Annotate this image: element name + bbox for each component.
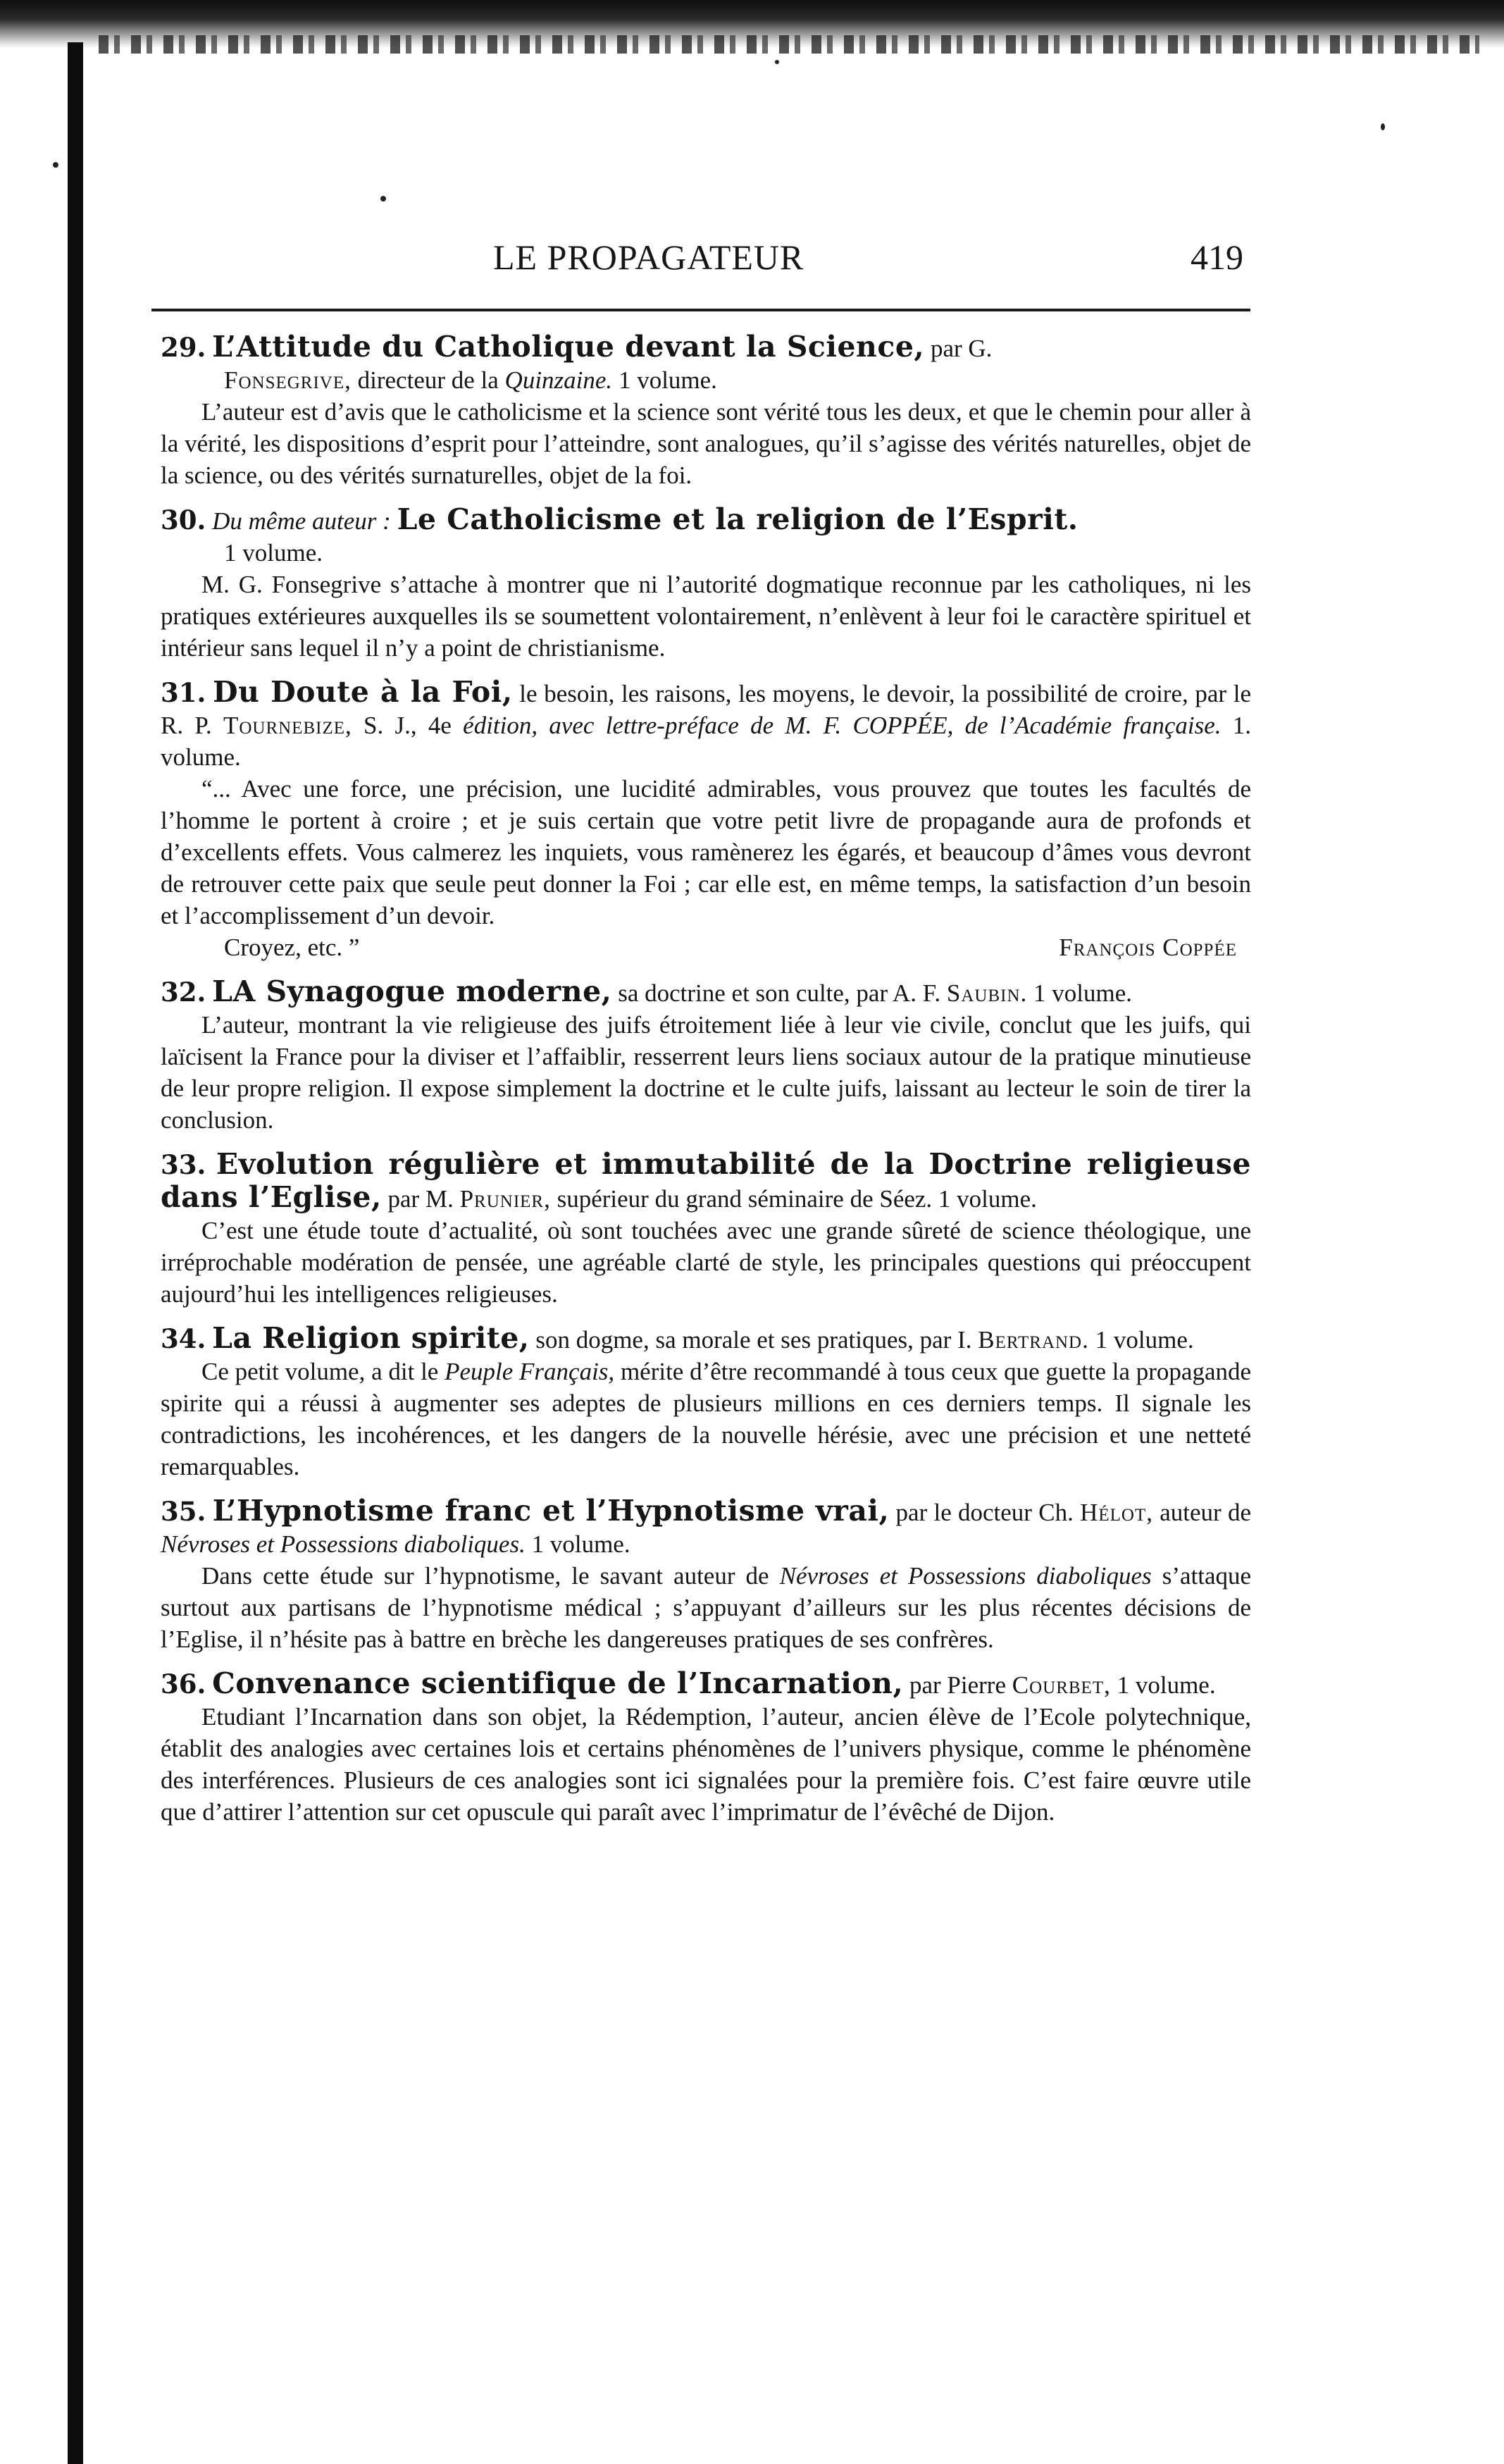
- entry-author: Saubin.: [946, 979, 1028, 1007]
- entry-title: Evolution régulière et immutabilité de la Doctrine religieuse dans l’Eglise,: [161, 1147, 1252, 1214]
- entry-details-text: le besoin, les raisons, les moyens, le devoir, la possibilité de croire, par le R. P.: [161, 680, 1251, 739]
- entry-details-text: auteur de: [1160, 1499, 1252, 1526]
- entry-35: [161, 1495, 1251, 1655]
- entry-description-text: Ce petit volume, a dit le: [201, 1358, 439, 1385]
- entry-details-text: par Pierre: [909, 1671, 1006, 1699]
- entry-details-text: 1. volume.: [161, 712, 1252, 771]
- entry-details-text: 1 volume.: [531, 1530, 630, 1558]
- text-column: [161, 331, 1251, 1840]
- entry-number: 35.: [161, 1496, 206, 1527]
- entry-quote: “... Avec une force, une précision, une lucidité admirables, vous prouvez que toutes les facultés de l’homme le portent à croire ; et je suis certain que votre petit livre de propagande aura de profonds et d’excellents effets. Vous calmerez les inquiets, vous ramènerez les égarés, et beaucoup d’âmes vous devront de retrouver cette paix que seule peut donner la Foi ; car elle est, en même temps, la satisfaction d’un besoin et l’accomplissement d’un devoir.: [161, 775, 1251, 929]
- entry-details-text: directeur de la: [357, 366, 499, 394]
- entry-details-text: 1 volume.: [1095, 1326, 1194, 1354]
- entry-number: 34.: [161, 1323, 206, 1354]
- entry-details-text: 1 volume.: [1033, 979, 1133, 1007]
- entry-closing: Croyez, etc. ”: [224, 934, 360, 961]
- entry-details-text: S. J., 4e: [363, 712, 452, 739]
- entry-description-text: Dans cette étude sur l’hypnotisme, le savant auteur de: [201, 1562, 769, 1590]
- entry-number: 32.: [161, 977, 206, 1008]
- entry-details-text: supérieur du grand séminaire de Séez. 1 volume.: [557, 1185, 1037, 1213]
- page-number: 419: [1191, 237, 1243, 277]
- entry-title: L’Hypnotisme franc et l’Hypnotisme vrai,: [212, 1494, 890, 1528]
- entry-by: par G.: [930, 335, 993, 362]
- scan-speck: [775, 60, 779, 64]
- entry-author: Courbet,: [1012, 1671, 1111, 1699]
- entry-title: Du Doute à la Foi,: [213, 675, 513, 709]
- entry-description: L’auteur est d’avis que le catholicisme et la science sont vérité tous les deux, et que le chemin pour aller à la vérité, les dispositions d’esprit pour l’atteindre, sont analogues, qu’il s’agisse des vérités naturelles, objet de la science, ou des vérités surnaturelles, objet de la foi.: [161, 398, 1251, 489]
- scan-top-tear: [99, 35, 1479, 54]
- entry-description-italic: Névroses et Possessions diaboliques: [779, 1562, 1152, 1590]
- entry-number: 31.: [161, 677, 206, 708]
- entry-description: Etudiant l’Incarnation dans son objet, la Rédemption, l’auteur, ancien élève de l’Ecole polytechnique, établit des analogies avec certaines lois et certains phénomènes de l’univers physique, comme le phénomène des interférences. Plusieurs de ces analogies sont ici signalées pour la première fois. C’est faire œuvre utile que d’attirer l’attention sur cet opuscule qui paraît avec l’imprimatur de l’évêché de Dijon.: [161, 1703, 1251, 1826]
- scan-speck: [1381, 123, 1385, 130]
- entry-details-italic: Quinzaine.: [504, 366, 613, 394]
- entry-heading: [161, 1149, 1251, 1215]
- scan-speck: [380, 196, 386, 202]
- entry-details: [161, 364, 1251, 396]
- entry-36: [161, 1668, 1251, 1828]
- entry-details-text: 1 volume.: [618, 366, 717, 394]
- entry-title: Convenance scientifique de l’Incarnation,: [212, 1666, 904, 1700]
- scan-margin: [0, 0, 68, 2464]
- entry-heading: [161, 676, 1251, 773]
- entry-description-text: s’attaque surtout aux partisans de l’hypnotisme médical ; s’appuyant d’ailleurs sur les plus récentes décisions de l’Eglise, il n’hésite pas à battre en brèche les dangereuses pratiques de ses confrères.: [161, 1562, 1252, 1653]
- entry-title: LA Synagogue moderne,: [212, 974, 612, 1008]
- entry-description: M. G. Fonsegrive s’attache à montrer que ni l’autorité dogmatique reconnue par les catholiques, ni les pratiques extérieures auxquelles ils se soumettent volontairement, n’enlèvent à leur foi le caractère spirituel et intérieur sans lequel il n’y a point de christianisme.: [161, 571, 1251, 662]
- entry-description: [161, 1356, 1251, 1482]
- entry-details-text: par M.: [387, 1185, 454, 1213]
- entry-title: L’Attitude du Catholique devant la Science,: [212, 330, 925, 364]
- entry-title: Le Catholicisme et la religion de l’Esprit.: [397, 502, 1079, 536]
- entry-author: Fonsegrive,: [224, 366, 352, 394]
- entry-signature-line: [161, 931, 1251, 963]
- scan-binding-shadow: [68, 42, 83, 2464]
- entry-details-text: par le docteur Ch.: [895, 1499, 1074, 1526]
- entry-details-italic: Névroses et Possessions diaboliques.: [161, 1530, 526, 1558]
- header-rule: [151, 309, 1250, 311]
- entry-details-text: 1 volume.: [1117, 1671, 1216, 1699]
- entry-author: Tournebize,: [223, 712, 352, 739]
- entry-description: L’auteur, montrant la vie religieuse des juifs étroitement liée à leur vie civile, conclut que les juifs, qui laïcisent la France pour la diviser et l’affaiblir, resserrent leurs liens sociaux autour de la pratique minutieuse de leur propre religion. Il expose simplement la doctrine et le culte juifs, laissant au lecteur le soin de tirer la conclusion.: [161, 1011, 1251, 1134]
- entry-heading: [161, 1668, 1251, 1701]
- running-title: LE PROPAGATEUR: [493, 237, 804, 277]
- entry-number: 30.: [161, 504, 206, 535]
- entry-number: 36.: [161, 1669, 206, 1700]
- scan-speck: [53, 162, 58, 168]
- entry-number: 33.: [161, 1149, 206, 1180]
- entry-author: Bertrand.: [978, 1326, 1089, 1354]
- entry-30: [161, 504, 1251, 664]
- entry-number: 29.: [161, 332, 206, 363]
- entry-heading: [161, 1495, 1251, 1560]
- entry-description: C’est une étude toute d’actualité, où sont touchées avec une grande sûreté de science théologique, une irréprochable modération de pensée, une agréable clarté de style, les principales questions qui préoccupent aujourd’hui les intelligences religieuses.: [161, 1217, 1251, 1308]
- entry-author: Hélot,: [1080, 1499, 1153, 1526]
- entry-author: Prunier,: [459, 1185, 551, 1213]
- entry-34: [161, 1323, 1251, 1482]
- entry-description: [161, 1560, 1251, 1655]
- entry-29: [161, 331, 1251, 491]
- entry-title: La Religion spirite,: [212, 1321, 530, 1355]
- entry-signature: François Coppée: [1059, 934, 1237, 961]
- entry-details-text: sa doctrine et son culte, par A. F.: [618, 979, 941, 1007]
- entry-heading: [161, 331, 1251, 364]
- entry-heading: [161, 1323, 1251, 1356]
- entry-heading: [161, 976, 1251, 1009]
- entry-prefix: Du même auteur :: [212, 507, 391, 535]
- entry-31: [161, 676, 1251, 963]
- entry-32: [161, 976, 1251, 1136]
- entry-description-text: mérite d’être recommandé à tous ceux que guette la propagande spirite qui a réussi à augmenter ses adeptes de plusieurs millions en ces derniers temps. Il signale les contradictions, les incohérences, et les dangers de la nouvelle hérésie, avec une précision et une netteté remarquables.: [161, 1358, 1252, 1480]
- entry-description-italic: Peuple Français,: [445, 1358, 615, 1385]
- entry-details-italic: édition, avec lettre-préface de M. F. COPPÉE, de l’Académie française.: [463, 712, 1222, 739]
- entry-heading: [161, 504, 1251, 537]
- entry-details: 1 volume.: [224, 539, 323, 567]
- entry-details-text: son dogme, sa morale et ses pratiques, par I.: [535, 1326, 972, 1354]
- entry-33: [161, 1149, 1251, 1310]
